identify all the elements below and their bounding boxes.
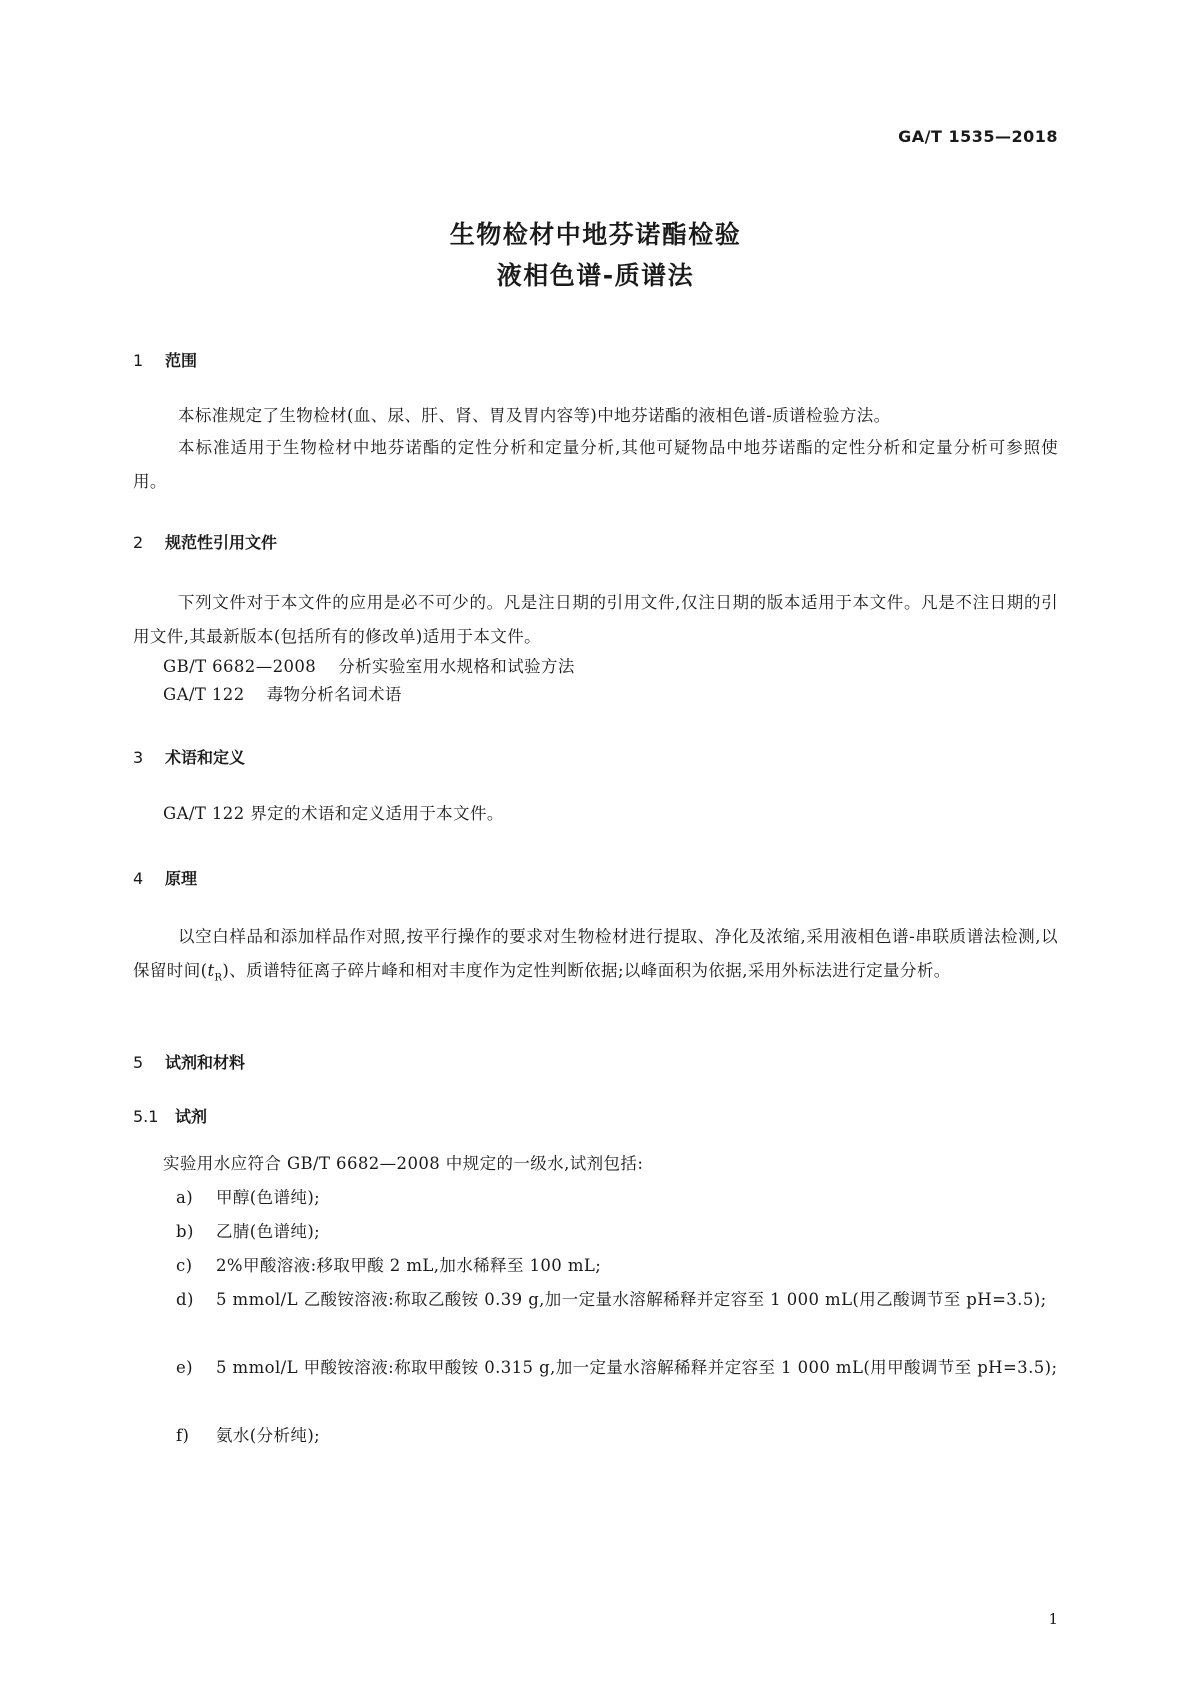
section-title: 原理: [165, 869, 198, 888]
section-1-heading: [133, 348, 197, 371]
list-item: 甲醇(色谱纯);: [216, 1188, 321, 1207]
section-title: 规范性引用文件: [165, 533, 278, 552]
list-item-label: b): [176, 1222, 194, 1241]
document-title-line1: 生物检材中地芬诺酯检验: [449, 220, 742, 249]
section-2-heading: [133, 530, 277, 553]
list-item-label: c): [176, 1256, 193, 1275]
list-item-label: a): [176, 1188, 194, 1207]
standard-code: GA/T 1535—2018: [898, 127, 1058, 146]
list-item: 5 mmol/L 甲酸铵溶液:称取甲酸铵 0.315 g,加一定量水溶解稀释并定容至 1 000 mL(用甲酸调节至 pH=3.5);: [216, 1358, 1058, 1377]
section-1-paragraph-1: 本标准规定了生物检材(血、尿、肝、肾、胃及胃内容等)中地芬诺酯的液相色谱-质谱检验方法。: [178, 406, 891, 425]
section-title: 范围: [165, 351, 198, 370]
section-3-paragraph-1: GA/T 122 界定的术语和定义适用于本文件。: [163, 804, 504, 823]
section-title: 术语和定义: [165, 748, 246, 767]
section-number: 3: [133, 748, 144, 767]
section-4-paragraph-1: [133, 920, 1058, 995]
list-item-label: d): [176, 1290, 194, 1309]
reference-title: 毒物分析名词术语: [266, 685, 402, 704]
section-number: 5.1: [133, 1107, 159, 1126]
principle-text-part2: )、质谱特征离子碎片峰和相对丰度作为定性判断依据;以峰面积为依据,采用外标法进行定量分析。: [222, 961, 951, 980]
principle-text-part1: 以空白样品和添加样品作对照,按平行操作的要求对生物检材进行提取、净化及浓缩,采用液相色谱-串联质谱法检测,以保留时间(: [133, 927, 1058, 980]
section-number: 2: [133, 533, 144, 552]
section-title: 试剂: [175, 1107, 208, 1126]
section-5-heading: [133, 1050, 245, 1073]
document-title-line2: 液相色谱-质谱法: [496, 261, 695, 290]
section-1-paragraph-2: 本标准适用于生物检材中地芬诺酯的定性分析和定量分析,其他可疑物品中地芬诺酯的定性分析和定量分析可参照使用。: [133, 438, 1058, 491]
section-5-1-heading: [133, 1104, 207, 1127]
retention-time-subscript: R: [214, 972, 223, 984]
list-item: 乙腈(色谱纯);: [216, 1222, 321, 1241]
list-item: 5 mmol/L 乙酸铵溶液:称取乙酸铵 0.39 g,加一定量水溶解稀释并定容至 1 000 mL(用乙酸调节至 pH=3.5);: [216, 1290, 1047, 1309]
list-item-label: e): [176, 1358, 194, 1377]
section-number: 1: [133, 351, 144, 370]
section-2-paragraph-1: 下列文件对于本文件的应用是必不可少的。凡是注日期的引用文件,仅注日期的版本适用于本文件。凡是不注日期的引用文件,其最新版本(包括所有的修改单)适用于本文件。: [133, 593, 1058, 646]
section-title: 试剂和材料: [165, 1053, 246, 1072]
section-3-heading: [133, 745, 245, 768]
section-4-heading: [133, 866, 197, 889]
page-number: 1: [1048, 1610, 1058, 1628]
list-item-label: f): [176, 1426, 190, 1445]
reagents-intro: 实验用水应符合 GB/T 6682—2008 中规定的一级水,试剂包括:: [163, 1154, 644, 1173]
section-number: 4: [133, 869, 144, 888]
reference-title: 分析实验室用水规格和试验方法: [338, 657, 575, 676]
normative-reference-2: [163, 678, 402, 712]
list-item: 2%甲酸溶液:移取甲酸 2 mL,加水稀释至 100 mL;: [216, 1256, 602, 1275]
reference-code: GA/T 122: [163, 685, 245, 704]
reference-code: GB/T 6682—2008: [163, 657, 317, 676]
section-number: 5: [133, 1053, 144, 1072]
list-item: 氨水(分析纯);: [216, 1426, 321, 1445]
retention-time-symbol: t: [207, 961, 215, 980]
